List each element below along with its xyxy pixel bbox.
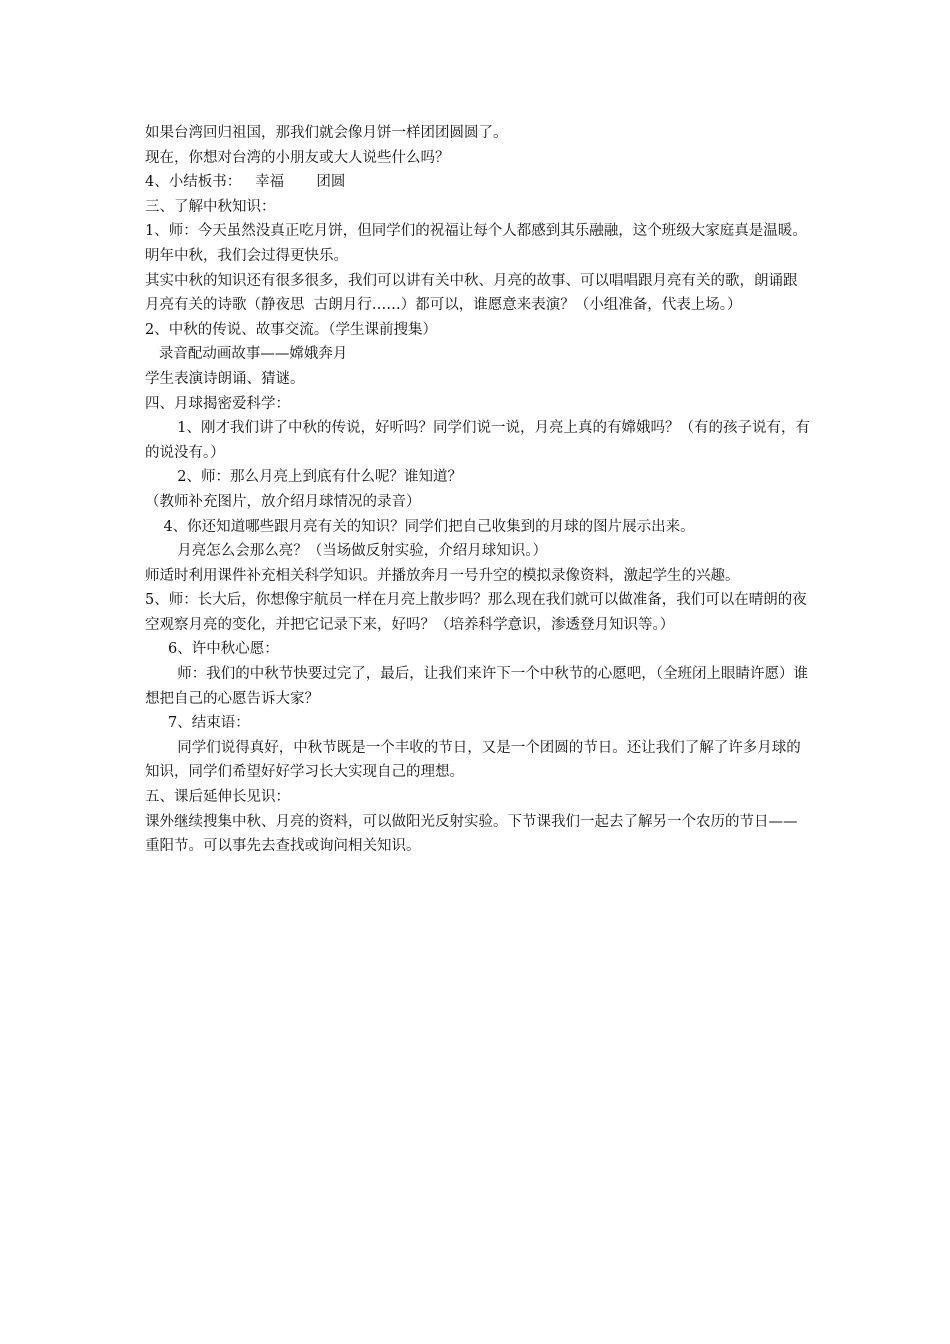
paragraph: 现在，你想对台湾的小朋友或大人说些什么吗？ — [145, 149, 450, 166]
paragraph: （教师补充图片，放介绍月球情况的录音） — [145, 493, 421, 510]
paragraph: 录音配动画故事——嫦娥奔月 — [145, 346, 348, 363]
section-heading: 五、课后延伸长见识： — [145, 789, 290, 806]
paragraph: 师适时利用课件补充相关科学知识。并播放奔月一号升空的模拟录像资料，激起学生的兴趣。 — [145, 567, 740, 584]
paragraph: 其实中秋的知识还有很多很多，我们可以讲有关中秋、月亮的故事、可以唱唱跟月亮有关的歌，朗诵跟月亮有关的诗歌（静夜思 古朗月行……）都可以，谁愿意来表演？（小组准备，代表上场。） — [145, 272, 798, 314]
paragraph: 2、中秋的传说、故事交流。（学生课前搜集） — [145, 321, 437, 338]
paragraph: 月亮怎么会那么亮？（当场做反射实验，介绍月球知识。） — [145, 543, 548, 560]
paragraph: 学生表演诗朗诵、猜谜。 — [145, 370, 305, 387]
paragraph: 5、师：长大后，你想像宇航员一样在月亮上散步吗？那么现在我们就可以做准备，我们可以在晴朗的夜空观察月亮的变化，并把它记录下来，好吗？（培养科学意识，渗透登月知识等。） — [145, 592, 807, 633]
paragraph: 7、结束语： — [145, 715, 250, 732]
paragraph: 师：我们的中秋节快要过完了，最后，让我们来许下一个中秋节的心愿吧，（全班闭上眼睛许愿）谁想把自己的心愿告诉大家？ — [145, 666, 809, 707]
paragraph: 6、许中秋心愿： — [145, 641, 279, 658]
paragraph: 如果台湾回归祖国，那我们就会像月饼一样团团圆圆了。 — [145, 125, 508, 141]
paragraph: 4、小结板书： 幸福 团圆 — [145, 174, 346, 191]
paragraph: 2、师：那么月亮上到底有什么呢？谁知道？ — [145, 469, 462, 486]
section-heading: 四、月球揭密爱科学： — [145, 395, 290, 412]
section-heading: 三、了解中秋知识： — [145, 198, 276, 215]
paragraph: 1、刚才我们讲了中秋的传说，好听吗？同学们说一说，月亮上真的有嫦娥吗？（有的孩子说有，有的说没有。） — [145, 420, 810, 461]
paragraph: 4、你还知道哪些跟月亮有关的知识？同学们把自己收集到的月球的图片展示出来。 — [145, 518, 695, 535]
document-body — [145, 121, 810, 859]
paragraph: 同学们说得真好，中秋节既是一个丰收的节日，又是一个团圆的节日。还让我们了解了许多月球的知识，同学们希望好好学习长大实现自己的理想。 — [145, 739, 801, 781]
paragraph: 课外继续搜集中秋、月亮的资料，可以做阳光反射实验。下节课我们一起去了解另一个农历的节日——重阳节。可以事先去查找或询问相关知识。 — [145, 813, 798, 855]
paragraph: 1、师：今天虽然没真正吃月饼，但同学们的祝福让每个人都感到其乐融融，这个班级大家庭真是温暖。明年中秋，我们会过得更快乐。 — [145, 223, 807, 264]
